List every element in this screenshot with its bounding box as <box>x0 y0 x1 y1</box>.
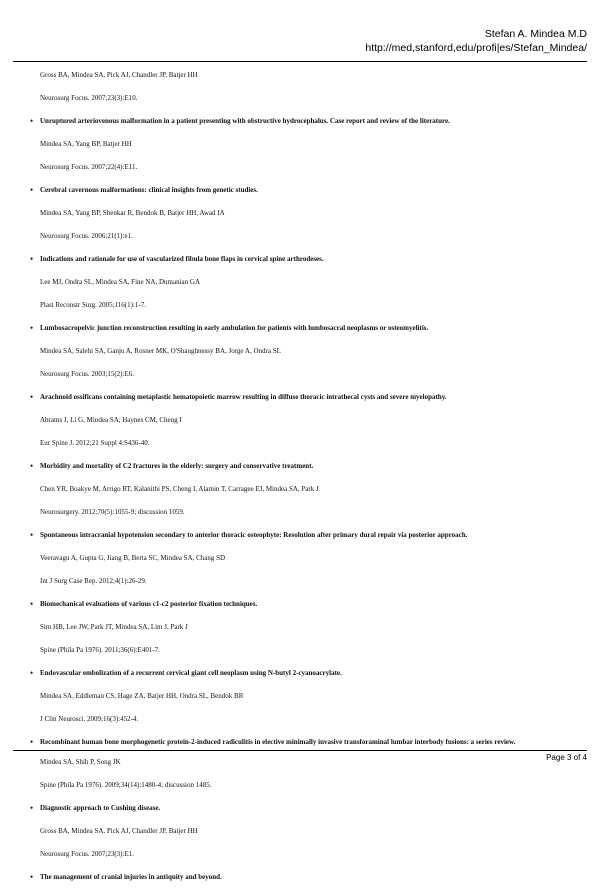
publication-citation: Int J Surg Case Rep. 2012;4(1):26-29. <box>40 577 147 585</box>
publication-title[interactable]: Diagnostic approach to Cushing disease. <box>40 804 161 812</box>
publication-authors: Mindea SA, Shih P, Song JK <box>40 758 121 766</box>
bullet-icon: • <box>30 803 34 813</box>
publication-authors: Mindea SA, Salehi SA, Ganju A, Rosner MK, O'Shaughnessy BA, Jorge A, Ondra SL <box>40 347 281 355</box>
publication-title[interactable]: Recombinant human bone morphogenetic protein-2-induced radiculitis in elective minimally invasive transforaminal lumbar interbody fusions: a series review. <box>40 738 516 746</box>
bullet-icon: • <box>30 392 34 402</box>
publication-entry <box>30 737 566 790</box>
publication-entry <box>30 872 566 882</box>
footer-rule <box>13 750 587 751</box>
bullet-icon: • <box>30 872 34 882</box>
publication-authors: Gross BA, Mindea SA, Pick AJ, Chandler JP, Batjer HH <box>40 827 198 835</box>
publication-citation: Plast Reconstr Surg. 2005;116(1):1-7. <box>40 301 146 309</box>
publication-entry <box>30 185 566 241</box>
publication-title[interactable]: Lumbosacropelvic junction reconstruction resulting in early ambulation for patients with lumbosacral neoplasms or osteomyelitis. <box>40 324 429 332</box>
publication-entry <box>30 530 566 586</box>
publication-authors: Abrams J, Li G, Mindea SA, Haynes CM, Cheng I <box>40 416 182 424</box>
publication-authors: Mindea SA, Eddleman CS, Hage ZA, Batjer HH, Ondra SL, Bendok BR <box>40 692 244 700</box>
bullet-icon: • <box>30 254 34 264</box>
lead-citation: Neurosurg Focus. 2007;23(3):E10. <box>40 94 138 102</box>
publication-citation: J Clin Neurosci. 2009;16(3):452-4. <box>40 715 139 723</box>
header-url: http://med,stanford,edu/profi|es/Stefan_Mindea/ <box>365 42 587 54</box>
publication-title[interactable]: Cerebral cavernous malformations: clinical insights from genetic studies. <box>40 186 258 194</box>
publication-title[interactable]: The management of cranial injuries in antiquity and beyond. <box>40 873 222 881</box>
publication-citation: Neurosurg Focus. 2007;23(3):E1. <box>40 850 134 858</box>
publication-entry <box>30 461 566 517</box>
bullet-icon: • <box>30 323 34 333</box>
publication-entry <box>30 254 566 310</box>
publication-list <box>30 70 566 895</box>
publication-citation: Neurosurg Focus. 2007;22(4):E11. <box>40 163 138 171</box>
bullet-icon: • <box>30 737 34 747</box>
lead-authors: Gross BA, Mindea SA, Pick AJ, Chandler JP, Batjer HH <box>40 71 198 79</box>
publication-citation: Eur Spine J. 2012;21 Suppl 4:S436-40. <box>40 439 150 447</box>
publication-authors: Mindea SA, Yang BP, Shenkar R, Bendok B, Batjer HH, Awad IA <box>40 209 225 217</box>
publication-title[interactable]: Morbidity and mortality of C2 fractures in the elderly: surgery and conservative treatment. <box>40 462 314 470</box>
publication-authors: Veeravagu A, Gupta G, Jiang B, Berta SC, Mindea SA, Chang SD <box>40 554 226 562</box>
bullet-icon: • <box>30 185 34 195</box>
publication-entry <box>30 392 566 448</box>
publication-authors: Mindea SA, Yang BP, Batjer HH <box>40 140 132 148</box>
entries-container <box>30 116 566 882</box>
bullet-icon: • <box>30 530 34 540</box>
publication-entry <box>30 116 566 172</box>
bullet-icon: • <box>30 599 34 609</box>
header-rule <box>13 61 587 62</box>
bullet-icon: • <box>30 668 34 678</box>
publication-title[interactable]: Biomechanical evaluations of various c1-c2 posterior fixation techniques. <box>40 600 258 608</box>
bullet-icon: • <box>30 461 34 471</box>
publication-title[interactable]: Endovascular embolization of a recurrent cervical giant cell neoplasm using N-butyl 2-cyanoacrylate. <box>40 669 342 677</box>
publication-entry <box>30 599 566 655</box>
publication-citation: Spine (Phila Pa 1976). 2009;34(14):1480-4; discussion 1485. <box>40 781 212 789</box>
publication-title[interactable]: Arachnoid ossificans containing metaplastic hematopoietic marrow resulting in diffuse thoracic intrathecal cysts and severe myelopathy. <box>40 393 447 401</box>
page-number: Page 3 of 4 <box>546 753 587 762</box>
publication-title[interactable]: Spontaneous intracranial hypotension secondary to anterior thoracic osteophyte: Resolution after primary dural repair via posterior approach. <box>40 531 468 539</box>
header-name: Stefan A. Mindea M.D <box>484 28 587 40</box>
publication-authors: Sim HB, Lee JW, Park JT, Mindea SA, Lim J, Park J <box>40 623 188 631</box>
publication-entry <box>30 323 566 379</box>
publication-authors: Chen YR, Boakye M, Arrigo RT, Kalanithi PS, Cheng I, Alamin T, Carragee EJ, Mindea SA, Park J <box>40 485 319 493</box>
publication-entry <box>30 668 566 724</box>
publication-citation: Spine (Phila Pa 1976). 2011;36(6):E401-7. <box>40 646 160 654</box>
publication-title[interactable]: Indications and rationale for use of vascularized fibula bone flaps in cervical spine arthrodeses. <box>40 255 324 263</box>
publication-citation: Neurosurg Focus. 2003;15(2):E6. <box>40 370 134 378</box>
bullet-icon: • <box>30 116 34 126</box>
publication-authors: Lee MJ, Ondra SL, Mindea SA, Fine NA, Dumanian GA <box>40 278 201 286</box>
publication-title[interactable]: Unruptured arteriovenous malformation in a patient presenting with obstructive hydrocephalus. Case report and review of the literature. <box>40 117 450 125</box>
page-header <box>365 27 587 55</box>
publication-citation: Neurosurgery. 2012;70(5):1055-9; discussion 1059. <box>40 508 185 516</box>
publication-citation: Neurosurg Focus. 2006;21(1):e1. <box>40 232 133 240</box>
